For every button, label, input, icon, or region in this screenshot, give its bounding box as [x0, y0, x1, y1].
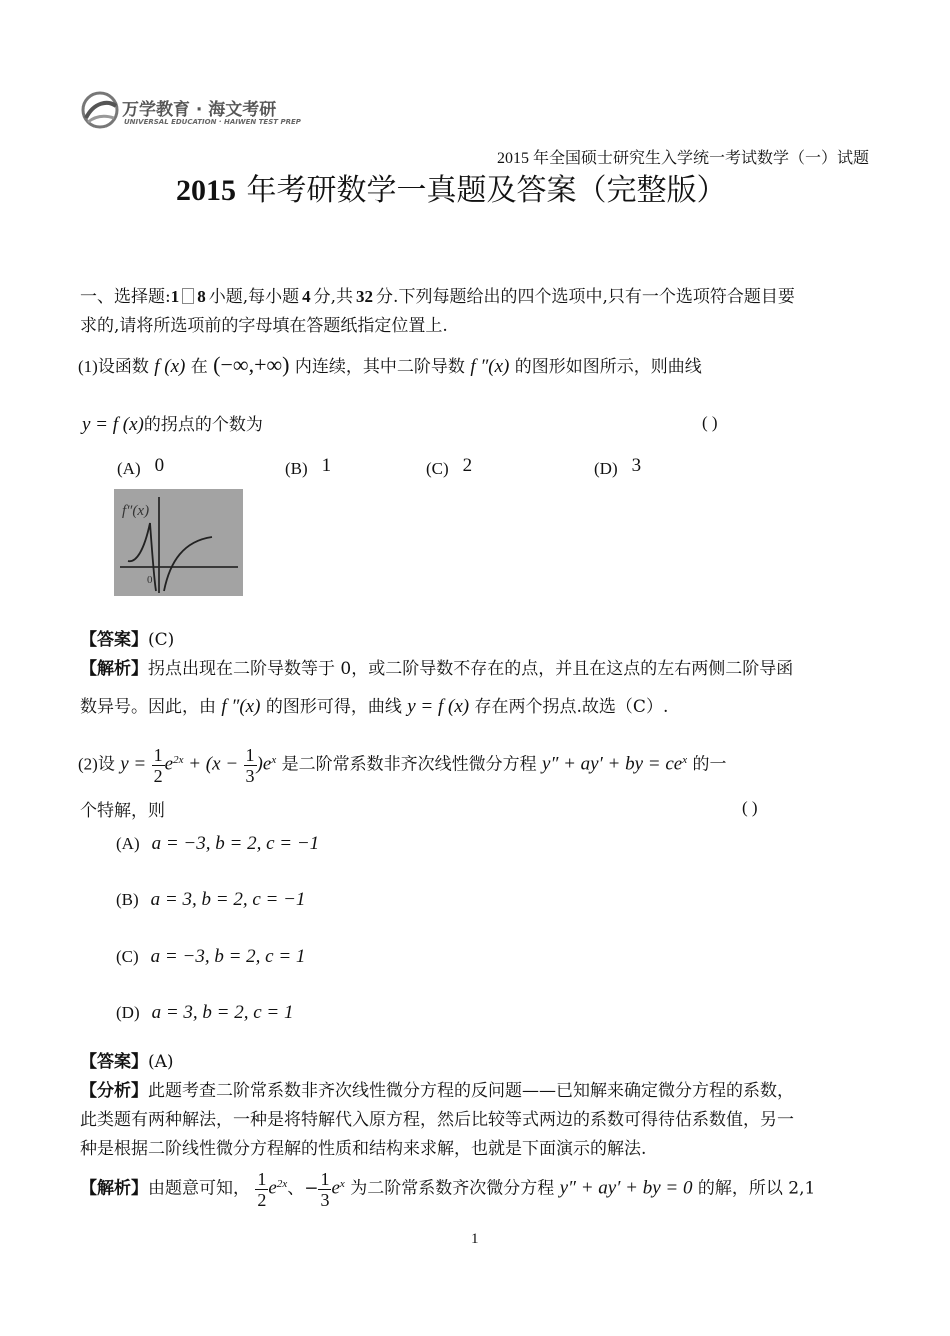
q1-stem-line1: (1)设函数 f (x) 在 (−∞,+∞) 内连续，其中二阶导数 f ″(x) 的图形如图所示，则曲线 [78, 352, 702, 377]
q1-stem-line2: y = f (x)的拐点的个数为 [82, 414, 263, 435]
logo [74, 88, 304, 132]
title-year: 2015 [176, 174, 236, 207]
logo-swirl-icon [78, 88, 122, 132]
q1-option-a: (A) 0 [117, 455, 165, 478]
page-title [176, 165, 726, 209]
missing-glyph [182, 288, 194, 304]
q1-option-d: (D) 3 [594, 455, 642, 478]
fraction-half: $\frac{1}{2}$ [153, 744, 163, 786]
graph-origin-label: 0 [147, 574, 153, 586]
section-heading-line1: 一、选择题:1 8 小题,每小题 4 分,共 32 分.下列每题给出的四个选项中,只有一个选项符合题目要 [80, 287, 795, 307]
q1-analysis-line1: 【解析】拐点出现在二阶导数等于 0，或二阶导数不存在的点，并且在这点的左右两侧二阶导函 [80, 659, 794, 679]
q2-stem-line1: (2)设 y = $\frac{1}{2}$ $e^{2x} + (x$ − $\frac{1}{3}$ )$e^x$ 是二阶常系数非齐次线性微分方程 y″ + ay′ + by = $ce^x$ 的一 [78, 744, 727, 786]
q2-option-d: (D) a = 3, b = 2, c = 1 [116, 1002, 294, 1023]
q2-option-c: (C) a = −3, b = 2, c = 1 [116, 946, 306, 967]
q2-answer: 【答案】(A) [80, 1052, 174, 1072]
q2-option-a: (A) a = −3, b = 2, c = −1 [116, 833, 320, 854]
second-derivative-sketch [114, 489, 243, 596]
fraction-third-2: $\frac{1}{3}$ [320, 1168, 330, 1210]
q2-fenxi-line2: 此类题有两种解法，一种是将特解代入原方程，然后比较等式两边的系数可得待估系数值，另一 [80, 1110, 794, 1130]
q1-answer-paren: ( ) [702, 413, 718, 432]
q2-option-b: (B) a = 3, b = 2, c = −1 [116, 889, 306, 910]
q2-fenxi-line3: 种是根据二阶线性微分方程解的性质和结构来求解，也就是下面演示的解法. [80, 1139, 647, 1159]
graph-y-label: f″(x) [122, 503, 150, 519]
q1-analysis-line2: 数异号。因此，由 f ″(x) 的图形可得，曲线 y = f (x) 存在两个拐点.故选（C）. [80, 696, 669, 717]
logo-subtitle: UNIVERSAL EDUCATION · HAIWEN TEST PREP [124, 118, 301, 126]
q1-graph-image [114, 489, 243, 596]
section-heading-line2: 求的,请将所选项前的字母填在答题纸指定位置上. [80, 316, 448, 336]
title-text: 年考研数学一真题及答案（完整版） [246, 173, 727, 208]
page-number: 1 [471, 1231, 479, 1247]
q1-option-b: (B) 1 [285, 455, 332, 478]
fraction-half-2: $\frac{1}{2}$ [257, 1168, 267, 1210]
q2-fenxi-line1: 【分析】此题考查二阶常系数非齐次线性微分方程的反问题——已知解来确定微分方程的系数， [80, 1081, 794, 1101]
running-header: 2015 年全国硕士研究生入学统一考试数学（一）试题 [497, 150, 870, 167]
q1-answer: 【答案】(C) [80, 630, 175, 650]
logo-title: 万学教育 · 海文考研 [122, 100, 277, 120]
q1-option-c: (C) 2 [426, 455, 473, 478]
q2-answer-paren: ( ) [742, 798, 758, 817]
fraction-third: $\frac{1}{3}$ [245, 744, 255, 786]
q2-stem-line2: 个特解，则 [80, 801, 165, 821]
q2-jiexi-line1: 【解析】由题意可知， $\frac{1}{2}$ $e^{2x}$、− $\frac{1}{3}$ $e^x$ 为二阶常系数齐次微分方程 y″ + ay′ + by = 0 的解，所以 2,1 [80, 1168, 816, 1210]
